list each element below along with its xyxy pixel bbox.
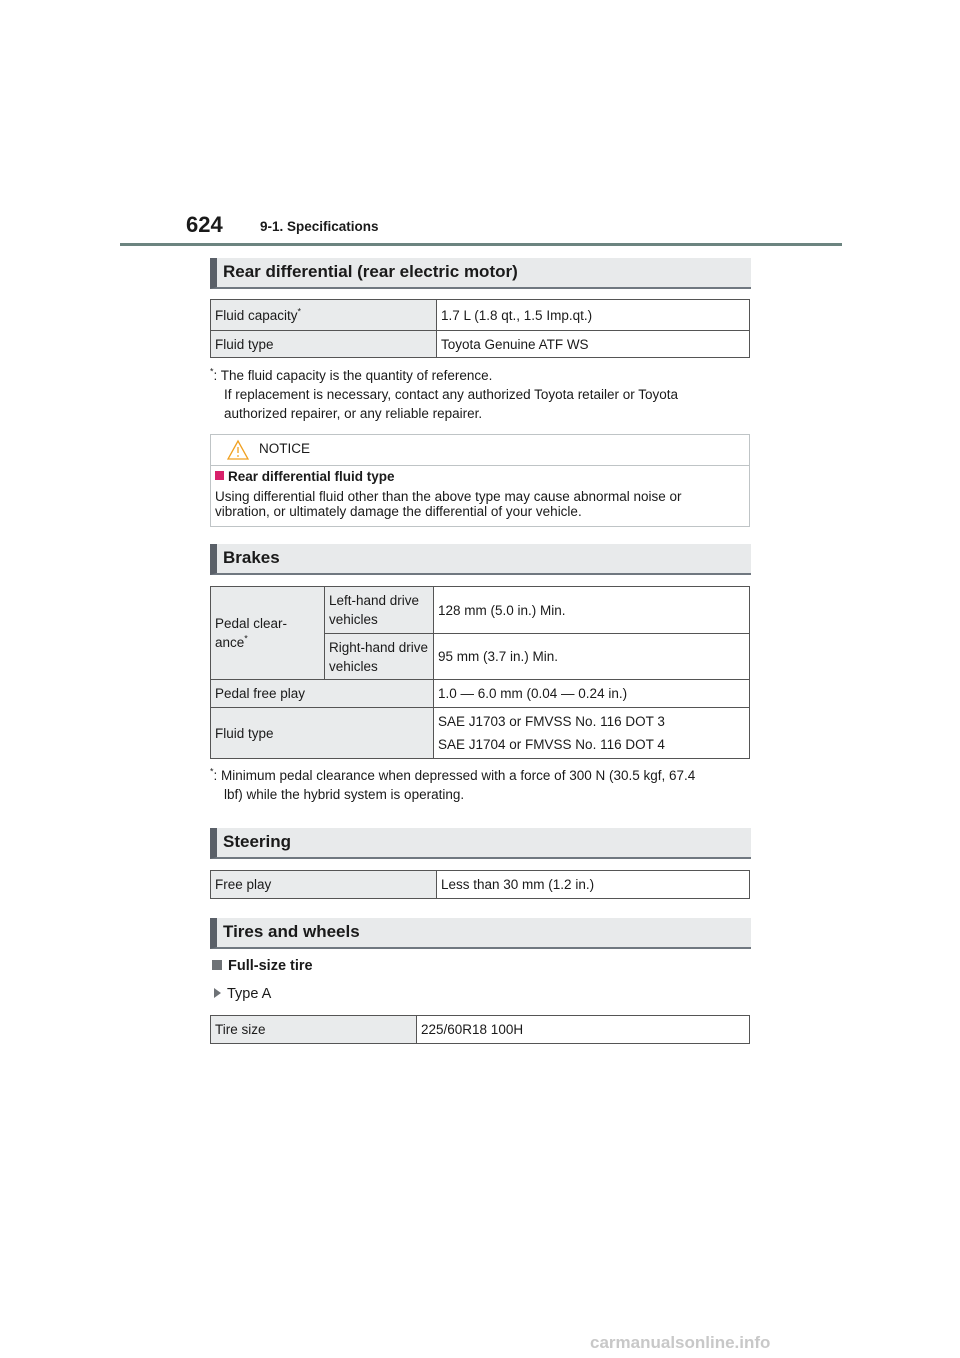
page-number: 624 bbox=[186, 212, 223, 237]
brakes-table bbox=[210, 586, 750, 759]
fluid-capacity-label: Fluid capacity* bbox=[211, 300, 437, 331]
notice-body: Using differential fluid other than the above type may cause abnormal noise or vibration, or ultimately damage the differential of your vehicle. bbox=[215, 489, 682, 519]
warning-icon bbox=[227, 439, 249, 461]
notice-box bbox=[210, 434, 750, 527]
section-label: 9-1. Specifications bbox=[260, 219, 379, 234]
pedal-free-play-value: 1.0 — 6.0 mm (0.04 — 0.24 in.) bbox=[434, 680, 750, 708]
square-bullet-icon bbox=[212, 960, 222, 970]
fluid-type-label: Fluid type bbox=[211, 331, 437, 358]
steering-free-play-label: Free play bbox=[211, 871, 437, 899]
table-row bbox=[211, 680, 750, 708]
rhd-value: 95 mm (3.7 in.) Min. bbox=[434, 634, 750, 680]
section-heading-rear-differential bbox=[210, 258, 751, 289]
tire-size-table bbox=[210, 1015, 750, 1044]
brake-fluid-type-value: SAE J1703 or FMVSS No. 116 DOT 3 SAE J1704 or FMVSS No. 116 DOT 4 bbox=[434, 708, 750, 759]
fluid-type-value: Toyota Genuine ATF WS bbox=[437, 331, 750, 358]
section-title: Steering bbox=[223, 832, 292, 851]
table-row bbox=[211, 708, 750, 759]
notice-subtitle: Rear differential fluid type bbox=[215, 469, 395, 484]
table-row bbox=[211, 587, 750, 634]
rear-differential-table bbox=[210, 299, 750, 358]
notice-header bbox=[211, 435, 749, 466]
steering-free-play-value: Less than 30 mm (1.2 in.) bbox=[437, 871, 750, 899]
triangle-bullet-icon bbox=[214, 988, 221, 998]
full-size-tire-heading: Full-size tire bbox=[212, 958, 313, 974]
section-title: Brakes bbox=[223, 548, 280, 567]
header-rule bbox=[120, 243, 842, 246]
section-title: Tires and wheels bbox=[223, 922, 360, 941]
table-row bbox=[211, 331, 750, 358]
type-a-label: Type A bbox=[214, 986, 271, 1002]
pedal-clearance-label: Pedal clear- ance* bbox=[211, 587, 325, 680]
tire-size-label: Tire size bbox=[211, 1016, 417, 1044]
table-row bbox=[211, 871, 750, 899]
brakes-footnote: *: Minimum pedal clearance when depressed with a force of 300 N (30.5 kgf, 67.4 lbf) while the hybrid system is operating. bbox=[210, 766, 696, 802]
lhd-label: Left-hand drive vehicles bbox=[325, 587, 434, 634]
section-heading-steering bbox=[210, 828, 751, 859]
rhd-label: Right-hand drive vehicles bbox=[325, 634, 434, 680]
section-heading-brakes bbox=[210, 544, 751, 575]
fluid-capacity-value: 1.7 L (1.8 qt., 1.5 Imp.qt.) bbox=[437, 300, 750, 331]
watermark: carmanualsonline.info bbox=[590, 1333, 771, 1352]
section-title: Rear differential (rear electric motor) bbox=[223, 262, 518, 281]
pedal-free-play-label: Pedal free play bbox=[211, 680, 434, 708]
notice-title: NOTICE bbox=[259, 441, 311, 456]
table-row bbox=[211, 1016, 750, 1044]
table-row bbox=[211, 300, 750, 331]
steering-table bbox=[210, 870, 750, 899]
tire-size-value: 225/60R18 100H bbox=[417, 1016, 750, 1044]
lhd-value: 128 mm (5.0 in.) Min. bbox=[434, 587, 750, 634]
section-heading-tires bbox=[210, 918, 751, 949]
brake-fluid-type-label: Fluid type bbox=[211, 708, 434, 759]
rear-differential-footnote: *: The fluid capacity is the quantity of reference. If replacement is necessary, contact any authorized Toyota retailer or Toyota authorized repairer, or any reliable repairer. bbox=[210, 366, 678, 421]
square-bullet-icon bbox=[215, 471, 224, 480]
